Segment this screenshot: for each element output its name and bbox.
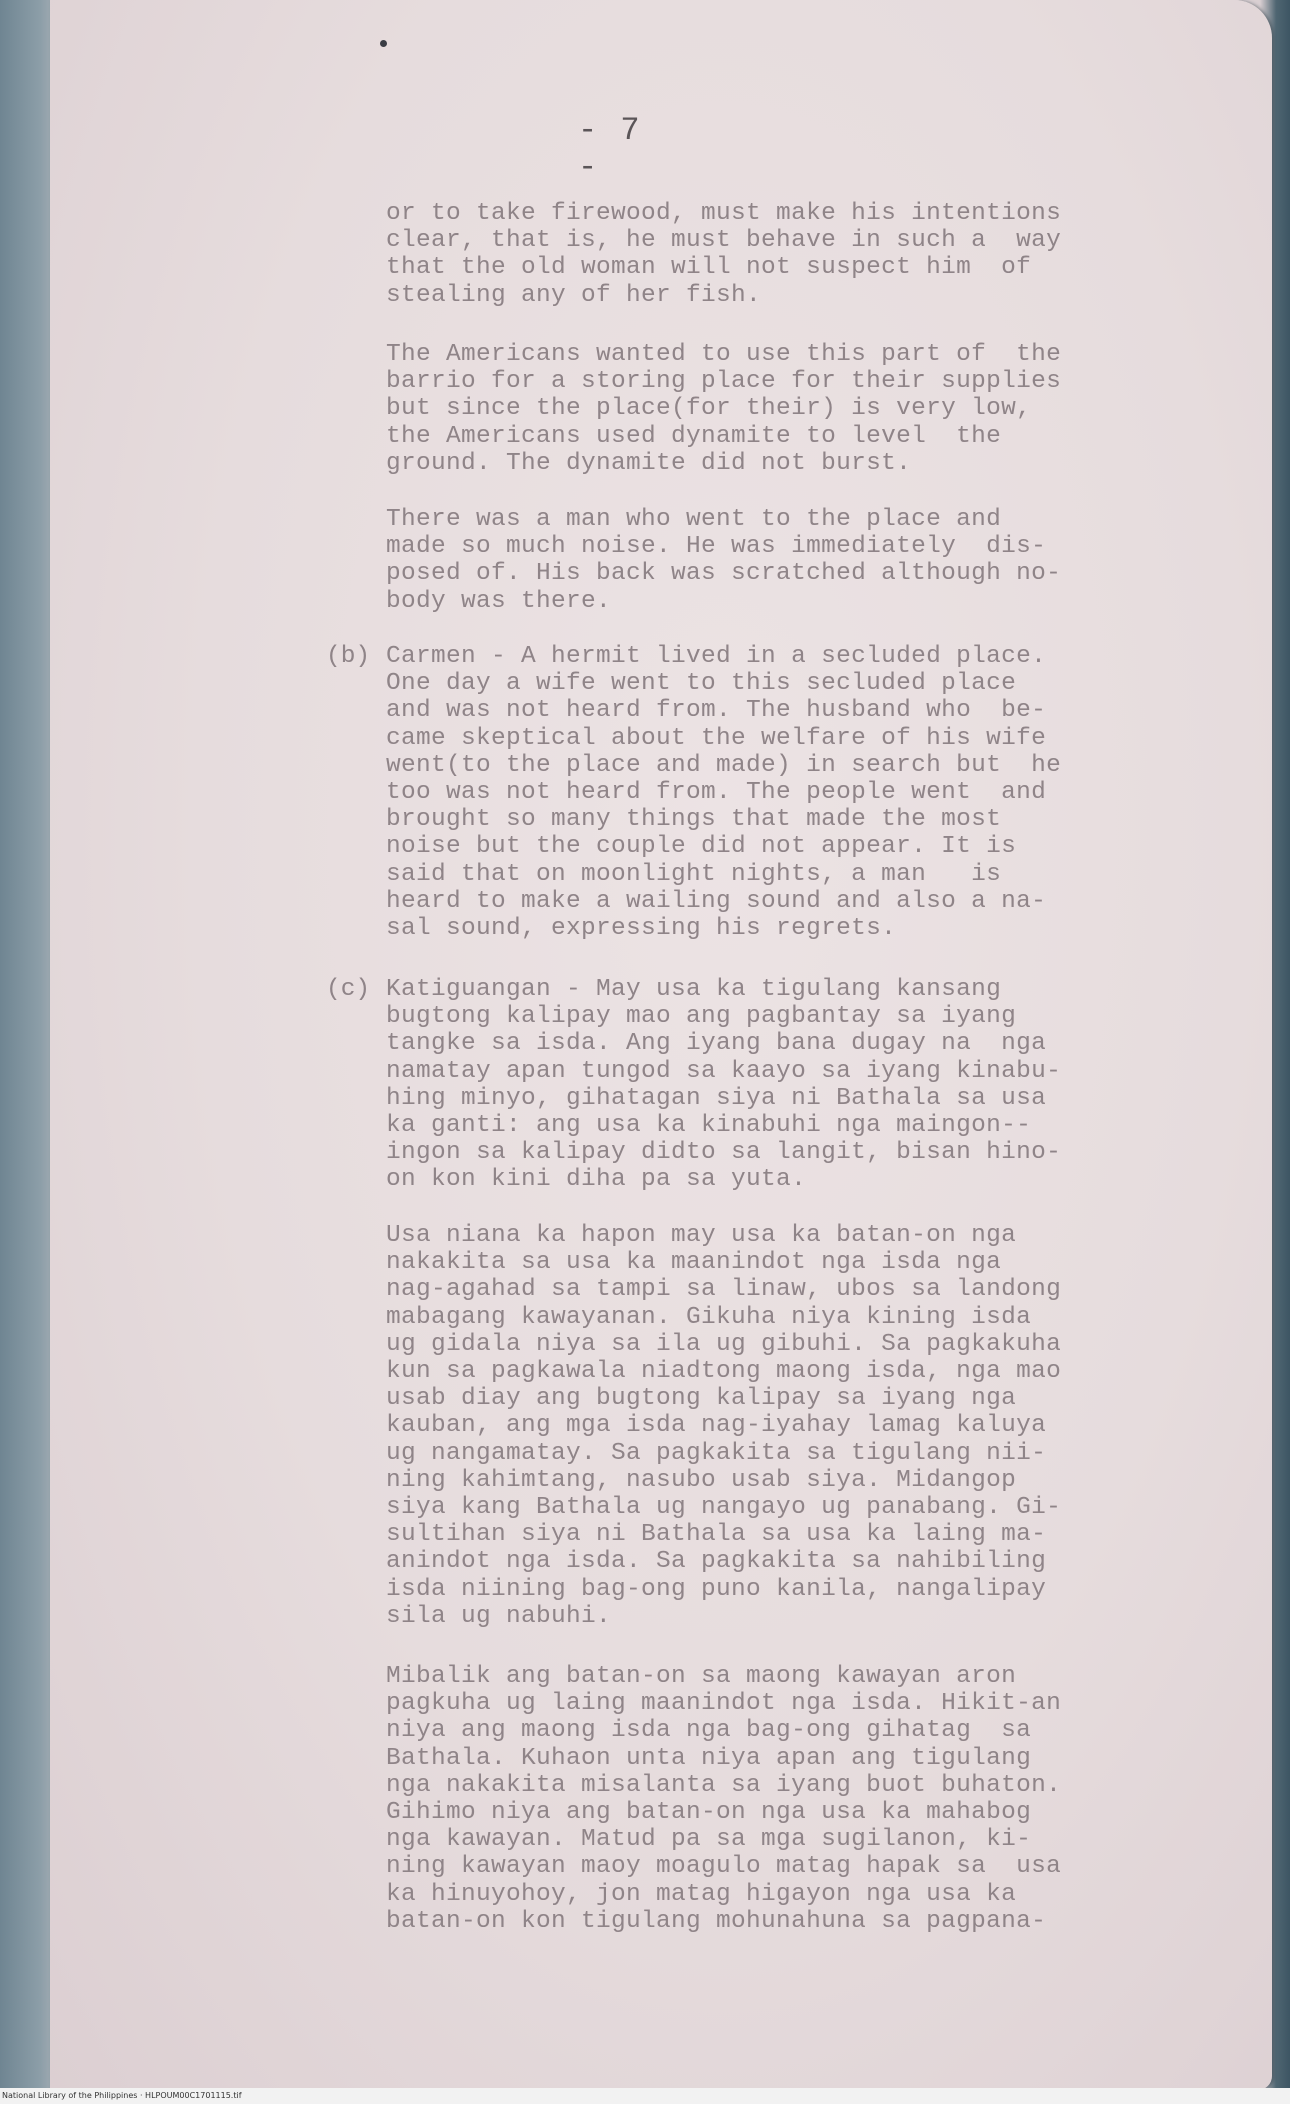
paragraph-intro: or to take firewood, must make his intentions clear, that is, he must behave in such a way that the old woman will not suspect him of stealing any of her fish. — [386, 200, 1062, 309]
paragraph-noise-man: There was a man who went to the place and made so much noise. He was immediately dis- posed of. His back was scratched although no- body was there. — [386, 506, 1062, 615]
page-number: - 7 - — [578, 112, 642, 186]
paragraph-mibalik: Mibalik ang batan-on sa maong kawayan aron pagkuha ug laing maanindot nga isda. Hikit-an niya ang maong isda nga bag-ong gihatag sa Bathala. Kuhaon unta niya apan ang tigulang nga nakakita misalanta sa iyang buot buhaton. Gihimo niya ang batan-on nga usa ka mahabog nga kawayan. Matud pa sa mga sugilanon, ki- ning kawayan maoy moagulo matag hapak sa usa ka hinuyohoy, jon matag higayon nga usa ka batan-on kon tigulang mohunahuna sa pagpana- — [386, 1663, 1062, 1935]
section-marker-b: (b) — [326, 643, 371, 670]
section-marker-c: (c) — [326, 976, 371, 1003]
paragraph-katiguangan: Katiguangan - May usa ka tigulang kansang bugtong kalipay mao ang pagbantay sa iyang tangke sa isda. Ang iyang bana dugay na nga namatay apan tungod sa kaayo sa iyang kinabu- hing minyo, gihatagan siya ni Bathala sa usa ka ganti: ang usa ka kinabuhi nga maingon-- ingon sa kalipay didto sa langit, bisan hino- on kon kini diha pa sa yuta. — [386, 976, 1062, 1194]
footer-caption: National Library of the Philippines · HLPOUM00C1701115.tif — [0, 2088, 1290, 2104]
paragraph-americans: The Americans wanted to use this part of the barrio for a storing place for their supplies but since the place(for their) is very low, the Americans used dynamite to level the ground. The dynamite did not burst. — [386, 341, 1062, 477]
paragraph-batan-on: Usa niana ka hapon may usa ka batan-on nga nakakita sa usa ka maanindot nga isda nga nag-agahad sa tampi sa linaw, ubos sa landong mabagang kawayanan. Gikuha niya kining isda ug gidala niya sa ila ug gibuhi. Sa pagkakuha kun sa pagkawala niadtong maong isda, nga mao usab diay ang bugtong kalipay sa iyang nga kauban, ang mga isda nag-iyahay lamag kaluya ug nangamatay. Sa pagkakita sa tigulang nii- ning kahimtang, nasubo usab siya. Midangop siya kang Bathala ug nangayo ug panabang. Gi- sultihan siya ni Bathala sa usa ka laing ma- anindot nga isda. Sa pagkakita sa nahibiling isda niining bag-ong puno kanila, nangalipay sila ug nabuhi. — [386, 1222, 1062, 1630]
punch-hole-mark — [380, 40, 387, 47]
paragraph-carmen: Carmen - A hermit lived in a secluded place. One day a wife went to this secluded place and was not heard from. The husband who be- came skeptical about the welfare of his wife went(to the place and made) in search but he too was not heard from. The people went and brought so many things that made the most noise but the couple did not appear. It is said that on moonlight nights, a man is heard to make a wailing sound and also a na- sal sound, expressing his regrets. — [386, 643, 1062, 943]
